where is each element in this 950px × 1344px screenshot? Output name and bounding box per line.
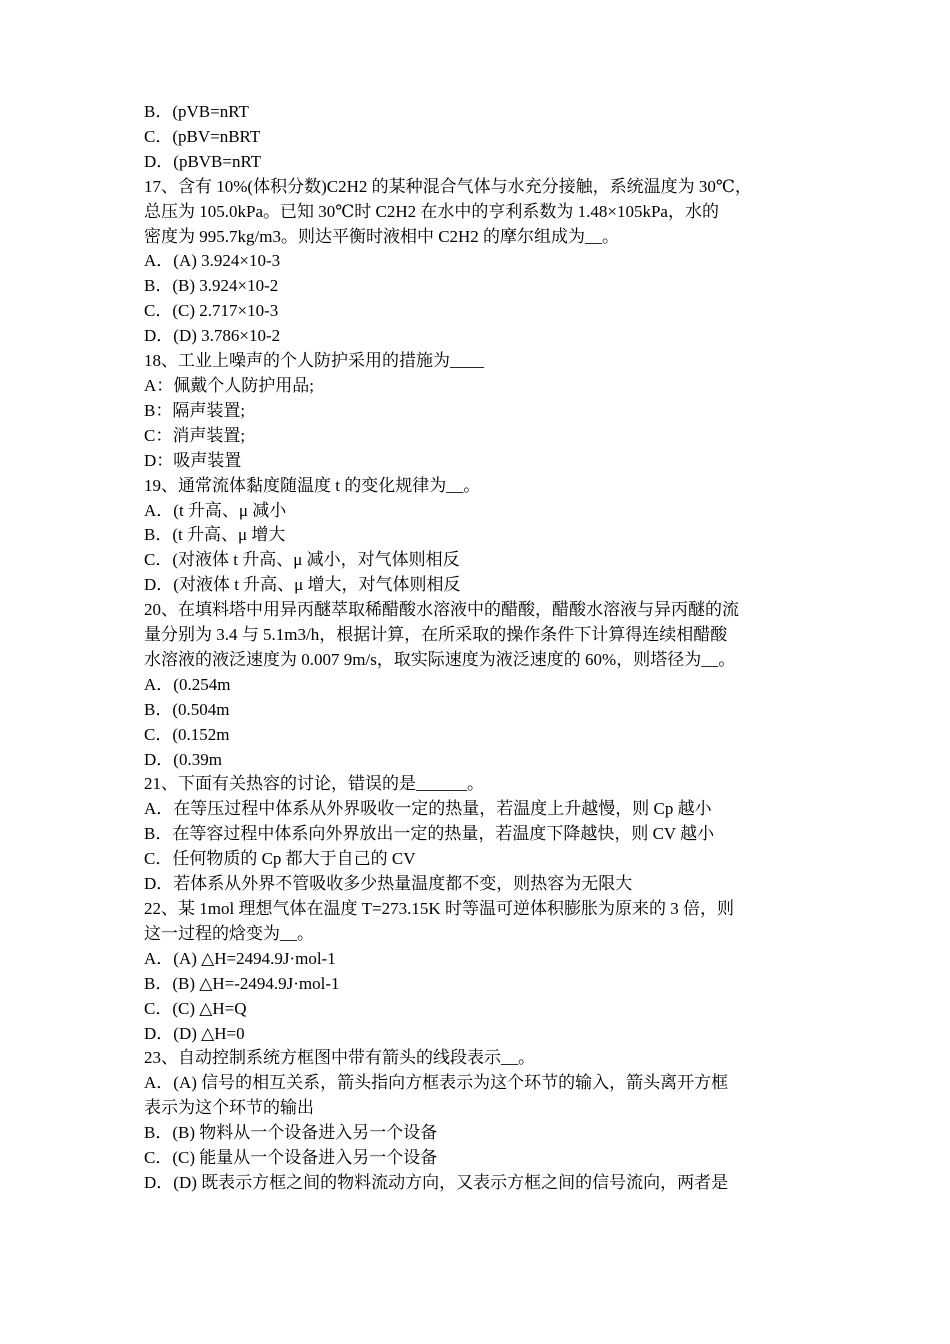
option-line: D：吸声装置 bbox=[144, 450, 242, 470]
option-line: B．(pVB=nRT bbox=[144, 102, 249, 121]
option-line: C：消声装置; bbox=[144, 425, 246, 445]
option-line: B．在等容过程中体系向外界放出一定的热量，若温度下降越快，则 CV 越小 bbox=[144, 824, 715, 844]
option-line: B．(t 升高、μ 增大 bbox=[144, 525, 286, 545]
option-line: D．(pBVB=nRT bbox=[144, 151, 262, 171]
option-line: B．(B) 3.924×10-2 bbox=[144, 276, 279, 296]
option-line: A．在等压过程中体系从外界吸收一定的热量，若温度上升越慢，则 Cp 越小 bbox=[144, 799, 712, 819]
option-line: D．(0.39m bbox=[144, 749, 222, 769]
option-line: A：佩戴个人防护用品; bbox=[144, 375, 314, 395]
question-18-line: 18、工业上噪声的个人防护采用的措施为____ bbox=[144, 351, 484, 371]
option-line: D．(对液体 t 升高、μ 增大，对气体则相反 bbox=[144, 575, 461, 595]
document-page bbox=[144, 100, 809, 1196]
option-line: D．(D) △H=0 bbox=[144, 1023, 245, 1043]
option-line: A．(A) 信号的相互关系，箭头指向方框表示为这个环节的输入，箭头离开方框 bbox=[144, 1073, 729, 1093]
question-21-line: 21、下面有关热容的讨论，错误的是______。 bbox=[144, 774, 484, 794]
question-20-line: 20、在填料塔中用异丙醚萃取稀醋酸水溶液中的醋酸，醋酸水溶液与异丙醚的流 bbox=[144, 600, 739, 620]
question-23-line: 23、自动控制系统方框图中带有箭头的线段表示__。 bbox=[144, 1048, 535, 1068]
question-22-line: 22、某 1mol 理想气体在温度 T=273.15K 时等温可逆体积膨胀为原来的 3 倍，则 bbox=[144, 899, 734, 918]
question-17-line: 密度为 995.7kg/m3。则达平衡时液相中 C2H2 的摩尔组成为__。 bbox=[144, 226, 620, 246]
option-line: B：隔声装置; bbox=[144, 400, 246, 420]
option-line: A．(t 升高、μ 减小 bbox=[144, 500, 287, 520]
option-line: C．(pBV=nBRT bbox=[144, 126, 261, 146]
option-line: B．(B) 物料从一个设备进入另一个设备 bbox=[144, 1123, 438, 1143]
option-line: C．(对液体 t 升高、μ 减小，对气体则相反 bbox=[144, 550, 460, 570]
option-line: A．(A) 3.924×10-3 bbox=[144, 251, 281, 271]
question-22-line: 这一过程的焓变为__。 bbox=[144, 923, 314, 943]
question-17-line: 总压为 105.0kPa。已知 30℃时 C2H2 在水中的亨利系数为 1.48×105kPa，水的 bbox=[144, 201, 719, 221]
option-line: D．(D) 3.786×10-2 bbox=[144, 326, 281, 346]
option-line: C．任何物质的 Cp 都大于自己的 CV bbox=[144, 849, 416, 869]
question-20-line: 水溶液的液泛速度为 0.007 9m/s，取实际速度为液泛速度的 60%，则塔径为__。 bbox=[144, 649, 736, 669]
option-line: A．(A) △H=2494.9J·mol-1 bbox=[144, 948, 336, 968]
question-20-line: 量分别为 3.4 与 5.1m3/h，根据计算，在所采取的操作条件下计算得连续相醋酸 bbox=[144, 625, 728, 645]
option-line: 表示为这个环节的输出 bbox=[144, 1098, 314, 1118]
option-line: B．(0.504m bbox=[144, 699, 230, 719]
option-line: C．(0.152m bbox=[144, 724, 230, 744]
question-19-line: 19、通常流体黏度随温度 t 的变化规律为__。 bbox=[144, 475, 481, 495]
option-line: D．若体系从外界不管吸收多少热量温度都不变，则热容为无限大 bbox=[144, 874, 633, 894]
option-line: C．(C) 2.717×10-3 bbox=[144, 301, 279, 321]
option-line: C．(C) 能量从一个设备进入另一个设备 bbox=[144, 1148, 438, 1168]
option-line: B．(B) △H=-2494.9J·mol-1 bbox=[144, 973, 340, 993]
option-line: C．(C) △H=Q bbox=[144, 998, 247, 1018]
option-line: D．(D) 既表示方框之间的物料流动方向，又表示方框之间的信号流向，两者是 bbox=[144, 1172, 729, 1192]
question-17-line: 17、含有 10%(体积分数)C2H2 的某种混合气体与水充分接触，系统温度为 30℃， bbox=[144, 176, 752, 196]
option-line: A．(0.254m bbox=[144, 674, 231, 694]
